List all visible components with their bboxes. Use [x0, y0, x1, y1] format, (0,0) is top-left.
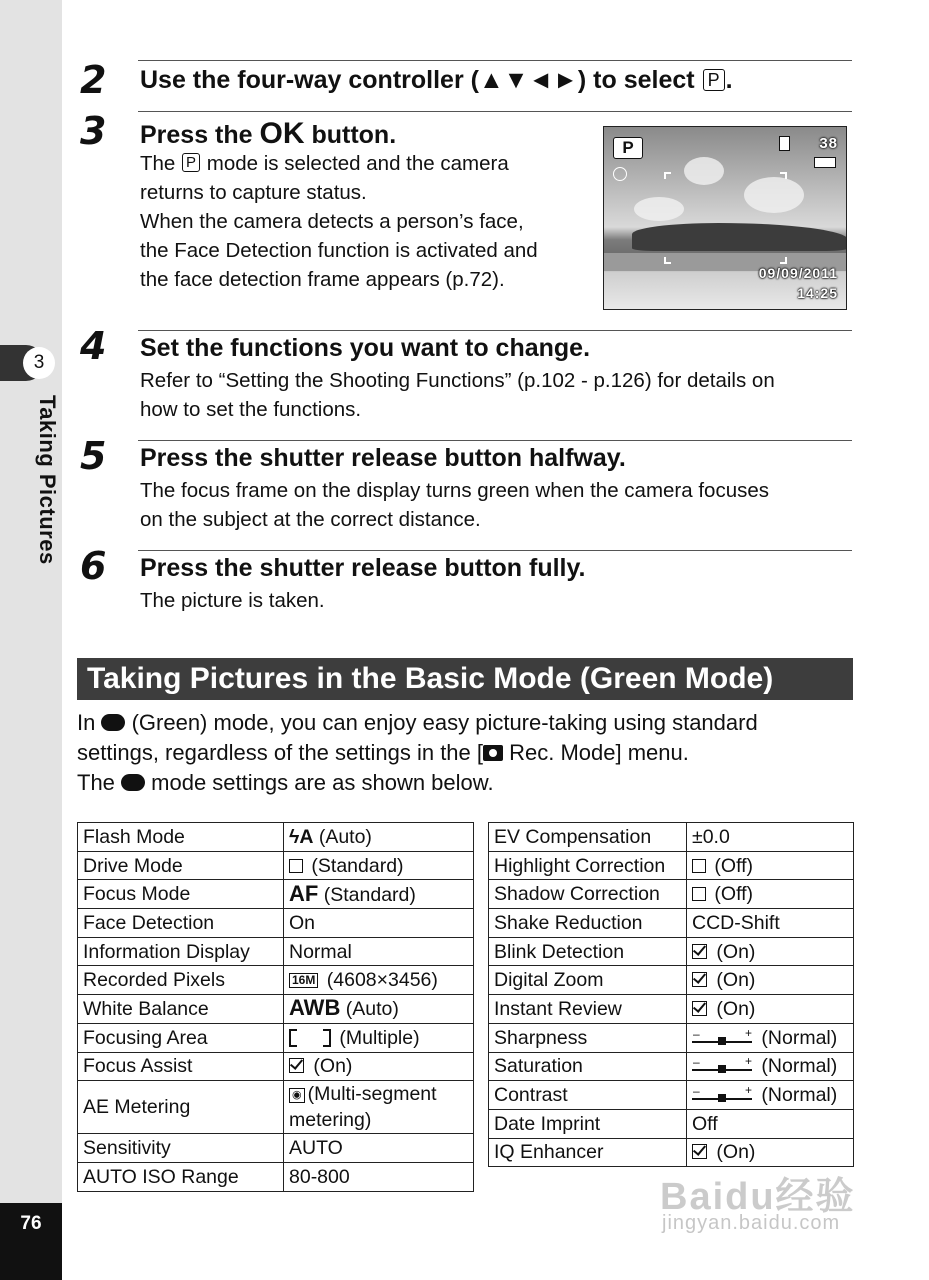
multi-segment-metering-icon: ◉	[289, 1088, 305, 1103]
setting-value	[687, 1138, 854, 1167]
step-number: 3	[80, 109, 107, 153]
setting-name: Focus Assist	[78, 1052, 284, 1081]
step-title-end: button.	[304, 121, 397, 149]
check-icon	[692, 1001, 707, 1016]
battery-icon	[814, 157, 836, 168]
table-row	[489, 1138, 854, 1167]
value-text: (4608×3456)	[321, 969, 438, 992]
setting-name: AUTO ISO Range	[78, 1162, 284, 1191]
section-intro	[77, 708, 853, 798]
setting-value	[687, 1023, 854, 1052]
focus-frame-corner	[664, 257, 671, 264]
baidu-watermark: Baidu经验	[660, 1176, 856, 1218]
body-text: how to set the functions.	[140, 398, 362, 421]
table-row	[489, 1081, 854, 1110]
p-mode-icon: P	[703, 69, 725, 91]
recorded-pixels-icon: 16M	[289, 973, 318, 988]
value-text: (Multi-segment metering)	[289, 1083, 437, 1132]
step-divider	[138, 550, 852, 551]
setting-value	[284, 823, 474, 852]
setting-value: 80-800	[284, 1162, 474, 1191]
setting-name: Saturation	[489, 1052, 687, 1081]
table-row	[489, 851, 854, 880]
setting-value: ±0.0	[687, 823, 854, 852]
setting-value	[284, 851, 474, 880]
check-icon	[692, 1144, 707, 1159]
step-body	[140, 586, 325, 615]
table-row	[489, 1052, 854, 1081]
step-title-text: Press the	[140, 121, 260, 149]
step-title: Press the shutter release button halfway.	[140, 444, 626, 472]
memory-card-icon	[779, 136, 790, 151]
table-row	[78, 851, 474, 880]
chapter-number: 3	[23, 347, 55, 379]
table-row	[489, 995, 854, 1024]
value-text: (Off)	[709, 883, 754, 906]
setting-name: White Balance	[78, 995, 284, 1024]
off-box-icon	[692, 887, 706, 901]
table-row	[78, 966, 474, 995]
value-text: (Multiple)	[334, 1026, 420, 1049]
setting-value	[687, 937, 854, 966]
setting-value	[687, 880, 854, 909]
step-body	[140, 366, 775, 424]
table-row	[78, 1134, 474, 1163]
focus-frame-corner	[780, 172, 787, 179]
table-row	[78, 1023, 474, 1052]
setting-name: Drive Mode	[78, 851, 284, 880]
green-mode-settings-table-right	[488, 822, 854, 1167]
setting-name: EV Compensation	[489, 823, 687, 852]
p-mode-icon: P	[182, 153, 200, 172]
table-row	[78, 909, 474, 938]
value-text: (On)	[711, 997, 756, 1020]
table-row	[78, 1081, 474, 1134]
setting-value	[284, 995, 474, 1024]
table-row	[489, 823, 854, 852]
af-icon: AF	[289, 880, 319, 906]
setting-value	[284, 1052, 474, 1081]
step-body	[140, 149, 538, 294]
body-text: The picture is taken.	[140, 589, 325, 612]
step-divider	[138, 440, 852, 441]
value-text: (Auto)	[313, 825, 372, 848]
intro-text: mode settings are as shown below.	[145, 770, 494, 795]
table-row	[489, 1109, 854, 1138]
setting-value	[687, 851, 854, 880]
setting-name: Shadow Correction	[489, 880, 687, 909]
step-title-end: .	[725, 66, 733, 94]
normal-scale-icon: – +	[692, 1086, 752, 1104]
setting-name: Shake Reduction	[489, 909, 687, 938]
body-text: returns to capture status.	[140, 181, 367, 204]
chapter-sidebar	[0, 0, 62, 1280]
setting-name: Sensitivity	[78, 1134, 284, 1163]
shots-remaining: 38	[819, 135, 838, 152]
intro-text: Rec. Mode] menu.	[503, 740, 689, 765]
body-text: The	[140, 152, 182, 175]
value-text: (Normal)	[756, 1026, 838, 1049]
screen-time: 14:25	[797, 285, 838, 301]
setting-value	[284, 1023, 474, 1052]
baidu-watermark-url: jingyan.baidu.com	[662, 1212, 841, 1234]
cloud	[744, 177, 804, 213]
body-text: the face detection frame appears (p.72).	[140, 268, 505, 291]
setting-name: Date Imprint	[489, 1109, 687, 1138]
setting-value	[284, 1081, 474, 1134]
value-text: (Auto)	[340, 998, 399, 1021]
setting-name: Instant Review	[489, 995, 687, 1024]
setting-value	[687, 1081, 854, 1110]
setting-name: Face Detection	[78, 909, 284, 938]
step-title	[140, 117, 396, 151]
check-icon	[289, 1058, 304, 1073]
flash-auto-icon: ϟA	[289, 825, 314, 848]
section-title: Taking Pictures in the Basic Mode (Green Mode)	[77, 658, 853, 700]
step-6	[80, 544, 852, 630]
step-title: Press the shutter release button fully.	[140, 554, 586, 582]
screen-date: 09/09/2011	[758, 265, 838, 281]
setting-name: Highlight Correction	[489, 851, 687, 880]
focus-frame-corner	[664, 172, 671, 179]
intro-text: settings, regardless of the settings in the [	[77, 740, 484, 765]
check-icon	[692, 944, 707, 959]
step-title-text: Use the four-way controller (▲▼◄►) to select	[140, 66, 702, 94]
table-row	[78, 880, 474, 909]
body-text: on the subject at the correct distance.	[140, 508, 481, 531]
table-row	[489, 937, 854, 966]
multiple-af-icon	[289, 1029, 331, 1045]
body-text: mode is selected and the camera	[201, 152, 509, 175]
drive-standard-icon	[289, 859, 303, 873]
step-divider	[138, 330, 852, 331]
intro-text: (Green) mode, you can enjoy easy picture-taking using standard	[125, 710, 758, 735]
value-text: (Standard)	[318, 883, 416, 906]
value-text: (Off)	[709, 854, 754, 877]
step-number: 2	[80, 58, 107, 102]
setting-name: Sharpness	[489, 1023, 687, 1052]
green-mode-settings-table-left	[77, 822, 474, 1192]
value-text: (On)	[711, 940, 756, 963]
normal-scale-icon: – +	[692, 1029, 752, 1047]
setting-value	[687, 995, 854, 1024]
step-body	[140, 476, 769, 534]
setting-name: Contrast	[489, 1081, 687, 1110]
step-title: Set the functions you want to change.	[140, 334, 591, 362]
setting-value: Normal	[284, 937, 474, 966]
green-mode-icon	[121, 774, 145, 791]
camera-icon	[483, 745, 503, 761]
setting-value: On	[284, 909, 474, 938]
body-text: Refer to “Setting the Shooting Functions” (p.102 - p.126) for details on	[140, 369, 775, 392]
table-row	[78, 1162, 474, 1191]
step-number: 6	[80, 544, 107, 588]
intro-text: The	[77, 770, 122, 795]
setting-value: Off	[687, 1109, 854, 1138]
table-row	[78, 823, 474, 852]
setting-name: Focus Mode	[78, 880, 284, 909]
setting-value: AUTO	[284, 1134, 474, 1163]
body-text: The focus frame on the display turns green when the camera focuses	[140, 479, 770, 502]
off-box-icon	[692, 859, 706, 873]
table-row	[78, 1052, 474, 1081]
table-row	[489, 966, 854, 995]
table-row	[489, 880, 854, 909]
setting-name: Flash Mode	[78, 823, 284, 852]
cloud	[634, 197, 684, 221]
value-text: (On)	[308, 1055, 353, 1078]
table-row	[489, 1023, 854, 1052]
table-row	[78, 995, 474, 1024]
setting-name: Digital Zoom	[489, 966, 687, 995]
setting-value: CCD-Shift	[687, 909, 854, 938]
screen-mode-icon: P	[613, 137, 643, 159]
ok-button-label: OK	[259, 117, 305, 150]
awb-icon: AWB	[289, 995, 341, 1021]
step-title	[140, 66, 733, 95]
chapter-title: Taking Pictures	[35, 395, 60, 565]
value-text: (On)	[711, 969, 756, 992]
page-number: 76	[0, 1203, 62, 1280]
cloud	[684, 157, 724, 185]
value-text: (On)	[711, 1141, 756, 1164]
green-mode-icon	[101, 714, 125, 731]
setting-value	[284, 880, 474, 909]
value-text: (Normal)	[756, 1055, 838, 1078]
check-icon	[692, 972, 707, 987]
table-row	[489, 909, 854, 938]
setting-value	[687, 1052, 854, 1081]
face-detect-icon	[613, 167, 627, 181]
setting-name: Information Display	[78, 937, 284, 966]
step-number: 5	[80, 434, 107, 478]
setting-name: AE Metering	[78, 1081, 284, 1134]
step-4	[80, 324, 852, 430]
palm-trees	[632, 223, 847, 251]
body-text: the Face Detection function is activated and	[140, 239, 538, 262]
value-text: (Standard)	[306, 854, 404, 877]
setting-value	[284, 966, 474, 995]
intro-text: In	[77, 710, 102, 735]
setting-name: Recorded Pixels	[78, 966, 284, 995]
setting-name: Focusing Area	[78, 1023, 284, 1052]
camera-display-illustration	[603, 126, 847, 310]
step-number: 4	[80, 324, 107, 368]
normal-scale-icon: – +	[692, 1057, 752, 1075]
step-3	[80, 111, 600, 321]
value-text: (Normal)	[756, 1084, 838, 1107]
focus-frame-corner	[780, 257, 787, 264]
step-divider	[138, 60, 852, 61]
setting-name: Blink Detection	[489, 937, 687, 966]
setting-name: IQ Enhancer	[489, 1138, 687, 1167]
table-row	[78, 937, 474, 966]
setting-value	[687, 966, 854, 995]
step-2	[80, 60, 852, 110]
step-divider	[138, 111, 852, 112]
body-text: When the camera detects a person’s face,	[140, 210, 524, 233]
step-5	[80, 434, 852, 540]
